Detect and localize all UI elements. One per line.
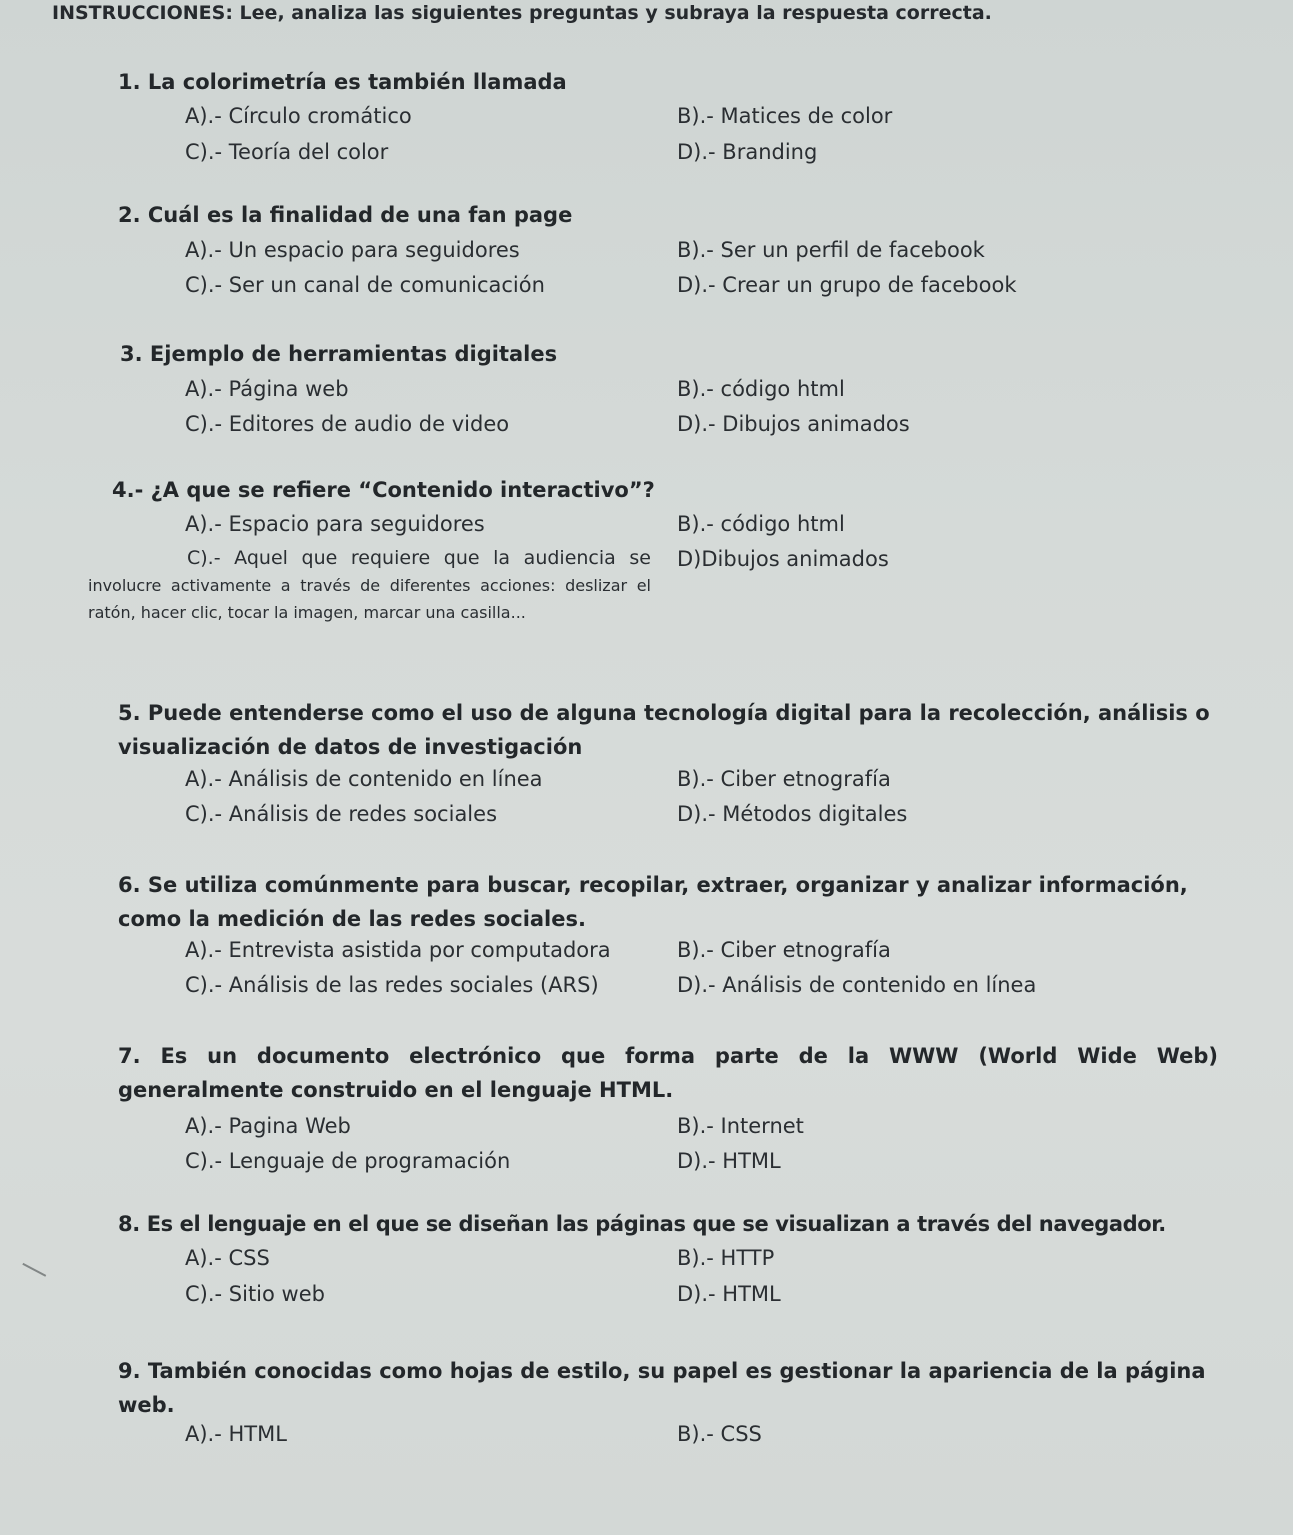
question-5-option-a[interactable]: A).- Análisis de contenido en línea — [185, 767, 543, 791]
question-8-option-c[interactable]: C).- Sitio web — [185, 1282, 325, 1306]
question-1-option-b[interactable]: B).- Matices de color — [677, 104, 893, 128]
question-6-option-d[interactable]: D).- Análisis de contenido en línea — [677, 973, 1037, 997]
question-1-option-d[interactable]: D).- Branding — [677, 140, 818, 164]
question-2-option-c[interactable]: C).- Ser un canal de comunicación — [185, 273, 545, 297]
question-4-option-c-continuation: involucre activamente a través de diferentes acciones: deslizar el ratón, hacer clic, tocar la imagen, marcar una casilla... — [88, 576, 651, 622]
question-4-option-c[interactable] — [88, 545, 651, 626]
question-3-option-a[interactable]: A).- Página web — [185, 377, 349, 401]
question-5-option-b[interactable]: B).- Ciber etnografía — [677, 767, 891, 791]
question-4-option-a[interactable]: A).- Espacio para seguidores — [185, 512, 485, 536]
question-6-option-c[interactable]: C).- Análisis de las redes sociales (ARS) — [185, 973, 599, 997]
question-7-option-b[interactable]: B).- Internet — [677, 1114, 804, 1138]
instructions-heading: INSTRUCCIONES: Lee, analiza las siguientes preguntas y subraya la respuesta correcta. — [52, 2, 992, 24]
question-5-option-c[interactable]: C).- Análisis de redes sociales — [185, 802, 498, 826]
question-9-title: 9. También conocidas como hojas de estilo, su papel es gestionar la apariencia de la página web. — [118, 1359, 1206, 1417]
question-3-option-c[interactable]: C).- Editores de audio de video — [185, 412, 510, 436]
question-2-option-b[interactable]: B).- Ser un perfil de facebook — [677, 238, 985, 262]
question-9-option-b[interactable]: B).- CSS — [677, 1422, 762, 1446]
question-6-option-b[interactable]: B).- Ciber etnografía — [677, 938, 891, 962]
question-7-option-a[interactable]: A).- Pagina Web — [185, 1114, 351, 1138]
question-5-option-d[interactable]: D).- Métodos digitales — [677, 802, 908, 826]
question-6-title: 6. Se utiliza comúnmente para buscar, recopilar, extraer, organizar y analizar información, como la medición de las redes sociales. — [118, 873, 1188, 931]
question-1-option-a[interactable]: A).- Círculo cromático — [185, 104, 412, 128]
question-5-title: 5. Puede entenderse como el uso de alguna tecnología digital para la recolección, análisis o visualización de datos de investigación — [118, 701, 1210, 759]
question-8-option-b[interactable]: B).- HTTP — [677, 1246, 775, 1270]
pen-mark — [16, 1263, 46, 1289]
question-8-title: 8. Es el lenguaje en el que se diseñan las páginas que se visualizan a través del navegador. — [118, 1212, 1166, 1236]
question-4-option-c-first-line: C).- Aquel que requiere que la audiencia se — [187, 547, 651, 569]
question-4-title: 4.- ¿A que se refiere “Contenido interactivo”? — [112, 478, 655, 502]
question-3-title: 3. Ejemplo de herramientas digitales — [120, 342, 558, 366]
question-2-option-d[interactable]: D).- Crear un grupo de facebook — [677, 273, 1017, 297]
question-1-title: 1. La colorimetría es también llamada — [118, 70, 567, 94]
question-7-option-c[interactable]: C).- Lenguaje de programación — [185, 1149, 511, 1173]
question-3-option-b[interactable]: B).- código html — [677, 377, 845, 401]
question-1-option-c[interactable]: C).- Teoría del color — [185, 140, 389, 164]
question-4-option-d[interactable]: D)Dibujos animados — [677, 547, 889, 571]
question-3-option-d[interactable]: D).- Dibujos animados — [677, 412, 910, 436]
question-8-option-a[interactable]: A).- CSS — [185, 1246, 270, 1270]
question-6-option-a[interactable]: A).- Entrevista asistida por computadora — [185, 938, 611, 962]
question-4-option-b[interactable]: B).- código html — [677, 512, 845, 536]
question-7-title: 7. Es un documento electrónico que forma parte de la WWW (World Wide Web) generalmente construido en el lenguaje HTML. — [118, 1044, 1218, 1102]
question-7-option-d[interactable]: D).- HTML — [677, 1149, 781, 1173]
question-8-option-d[interactable]: D).- HTML — [677, 1282, 781, 1306]
question-2-option-a[interactable]: A).- Un espacio para seguidores — [185, 238, 520, 262]
question-2-title: 2. Cuál es la finalidad de una fan page — [118, 203, 573, 227]
question-9-option-a[interactable]: A).- HTML — [185, 1422, 287, 1446]
